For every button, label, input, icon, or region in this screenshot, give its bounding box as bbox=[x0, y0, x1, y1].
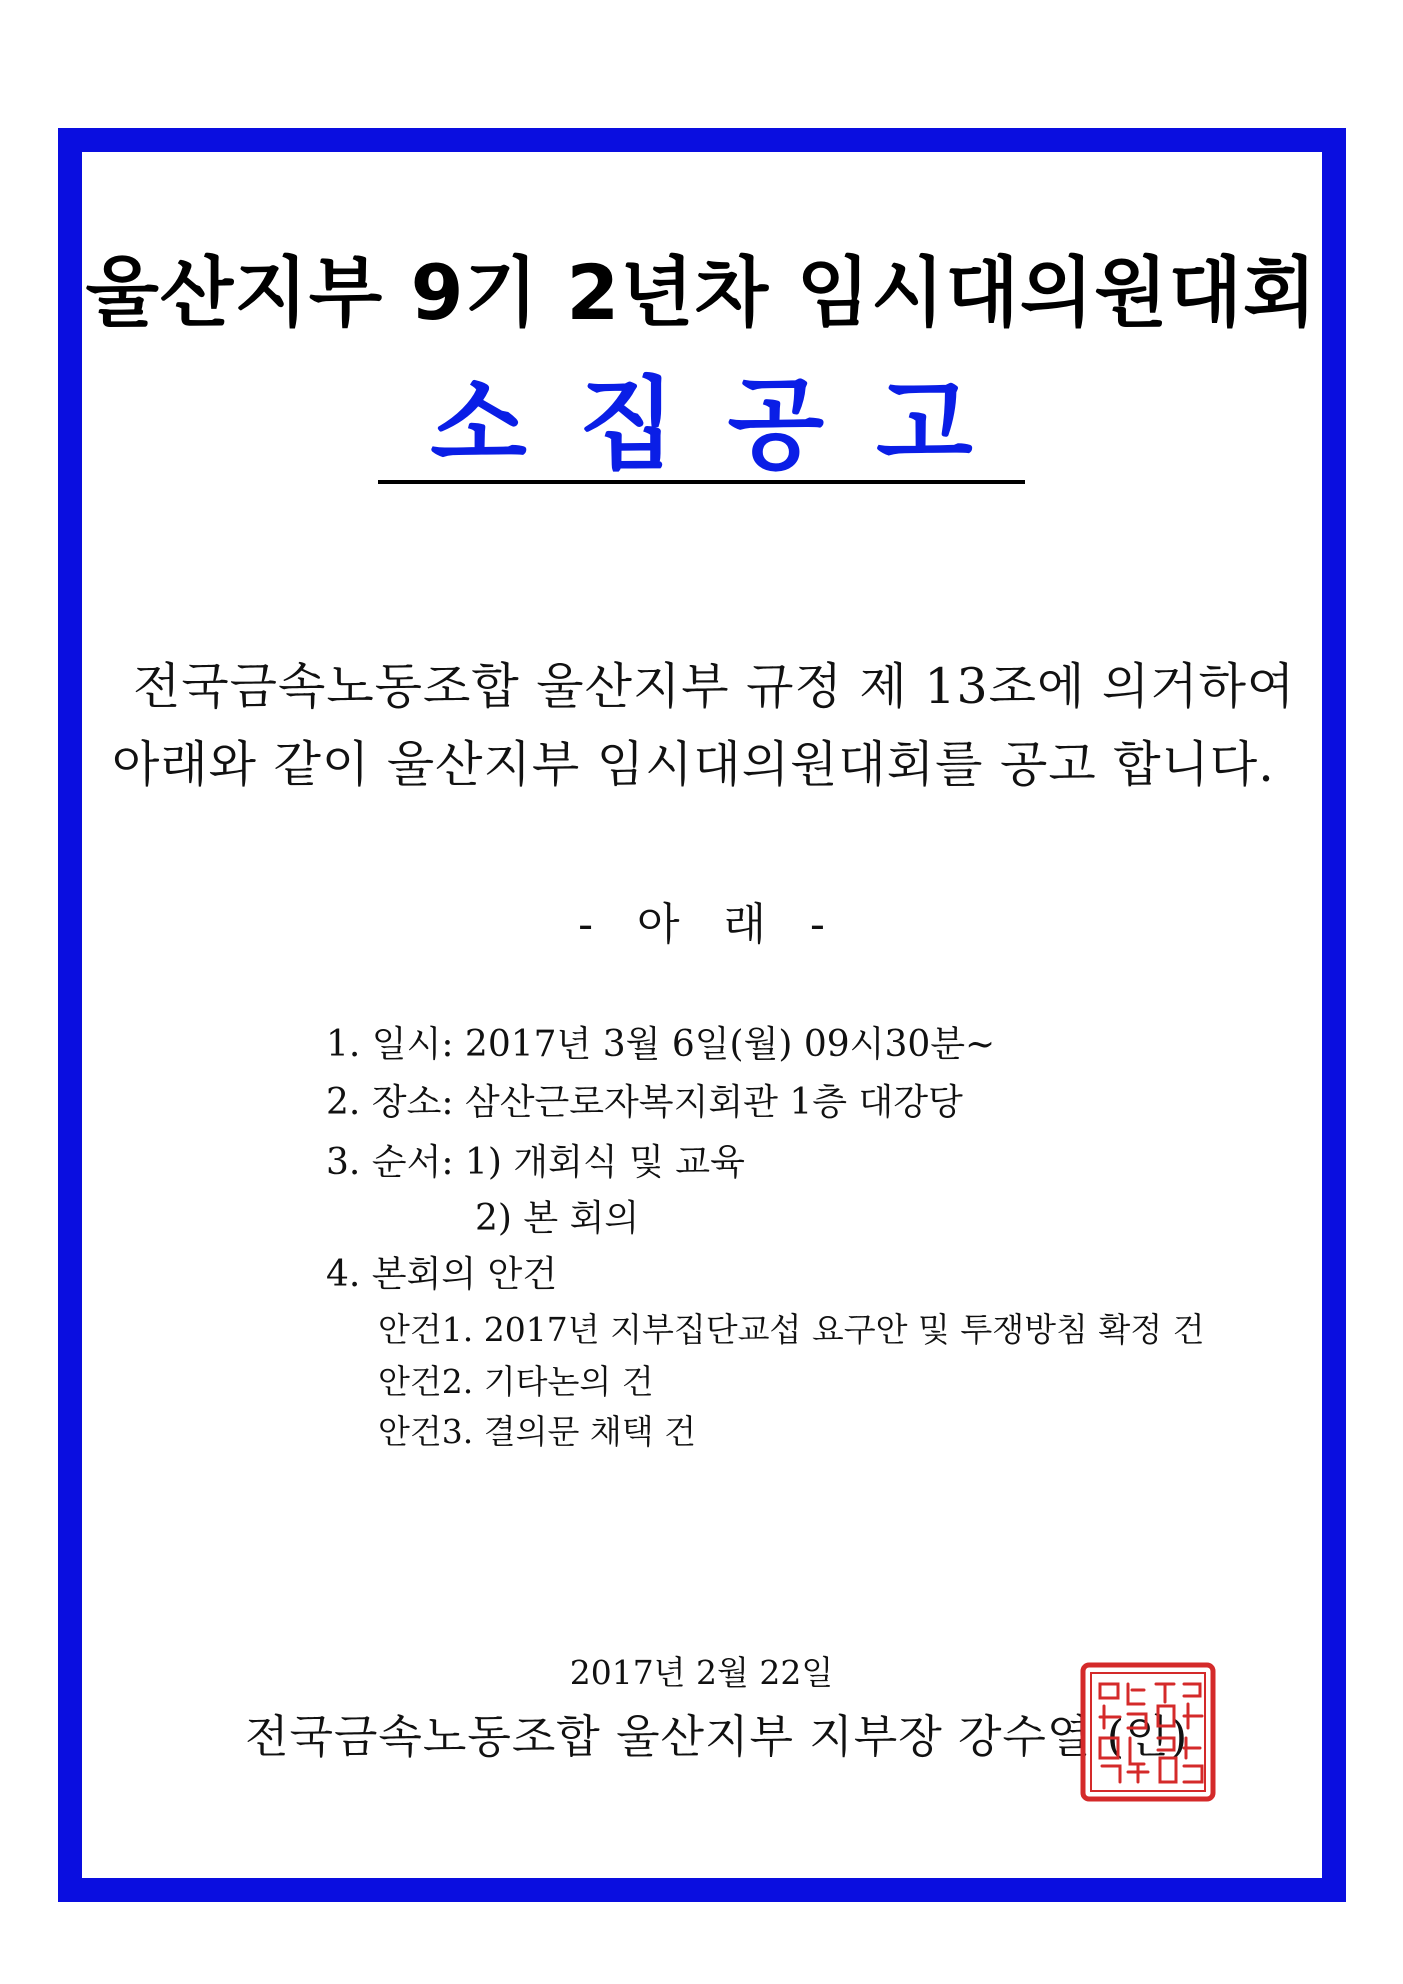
notice-title: 울산지부 9기 2년차 임시대의원대회 bbox=[85, 248, 1318, 337]
item-location: 2. 장소: 삼산근로자복지회관 1층 대강당 bbox=[326, 1082, 963, 1123]
signature-line: 전국금속노동조합 울산지부 지부장 강수열 (인) bbox=[245, 1710, 1189, 1763]
notice-subtitle-wrapper bbox=[0, 366, 1403, 484]
notice-date: 2017년 2월 22일 bbox=[569, 1653, 834, 1692]
below-heading: - 아 래 - bbox=[578, 899, 825, 950]
agenda-item: 안건1. 2017년 지부집단교섭 요구안 및 투쟁방침 확정 건 bbox=[378, 1310, 1205, 1349]
notice-subtitle: 소집공고 bbox=[378, 370, 1024, 484]
item-agenda-heading: 4. 본회의 안건 bbox=[326, 1254, 558, 1295]
below-heading-wrapper bbox=[0, 888, 1403, 952]
agenda-item: 안건2. 기타논의 건 bbox=[378, 1362, 654, 1401]
agenda-item: 안건3. 결의문 채택 건 bbox=[378, 1412, 696, 1451]
intro-line-2: 아래와 같이 울산지부 임시대의원대회를 공고 합니다. bbox=[112, 736, 1275, 793]
intro-line-1: 전국금속노동조합 울산지부 규정 제 13조에 의거하여 bbox=[133, 658, 1296, 715]
item-datetime: 1. 일시: 2017년 3월 6일(월) 09시30분~ bbox=[326, 1024, 996, 1065]
official-seal-icon bbox=[1080, 1662, 1216, 1802]
item-order-sub: 2) 본 회의 bbox=[475, 1198, 640, 1239]
item-order: 3. 순서: 1) 개회식 및 교육 bbox=[326, 1142, 745, 1183]
